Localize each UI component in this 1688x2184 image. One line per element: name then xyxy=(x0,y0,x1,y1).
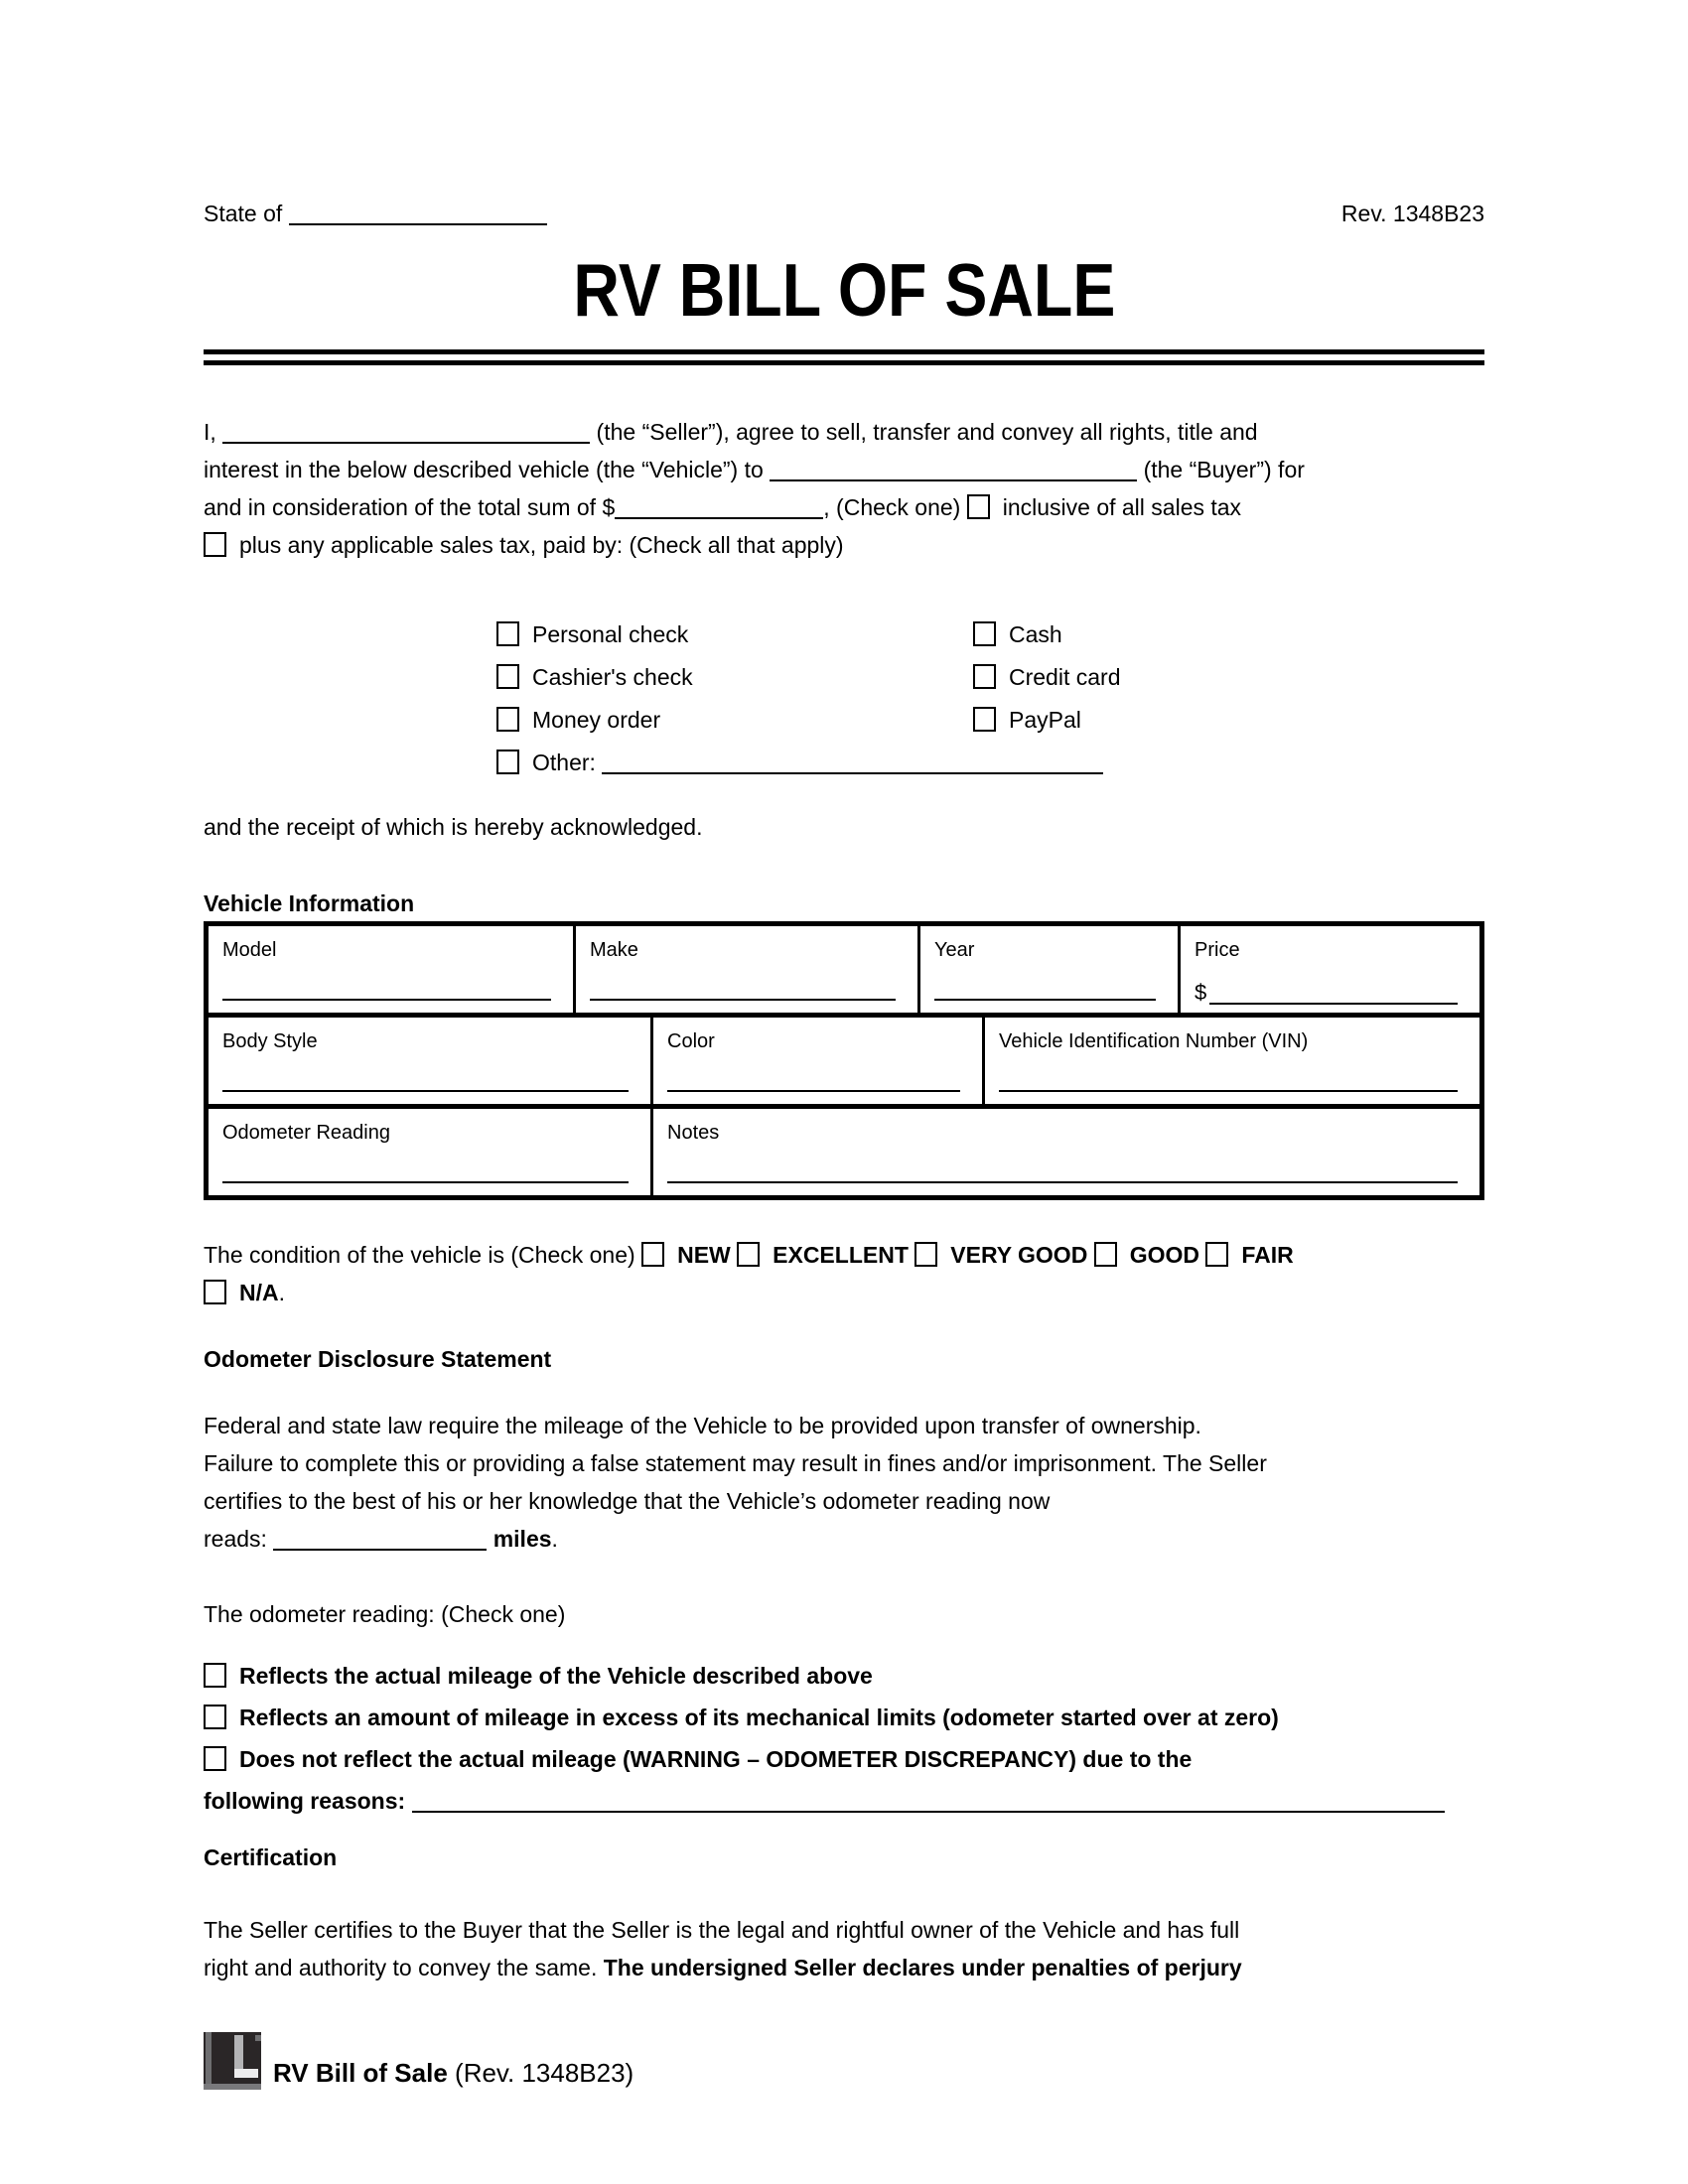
notes-cell xyxy=(653,1109,1479,1195)
certification-paragraph xyxy=(204,1911,1484,1986)
blank-field[interactable] xyxy=(412,1795,1445,1813)
bold-text: Reflects the actual mileage of the Vehicle described above xyxy=(239,1663,873,1689)
condition-line xyxy=(204,1274,1484,1311)
odometer-paragraph-line xyxy=(204,1482,1484,1520)
payment-option-cashiers-check xyxy=(496,656,973,699)
checkbox[interactable] xyxy=(496,621,519,646)
year-input-line[interactable] xyxy=(934,999,1156,1001)
odometer-disclosure-paragraph xyxy=(204,1407,1484,1558)
bold-text: Does not reflect the actual mileage (WARNING – ODOMETER DISCREPANCY) due to the xyxy=(239,1746,1193,1772)
text: . xyxy=(278,1280,286,1305)
text: Cash xyxy=(1009,621,1062,647)
color-input-line[interactable] xyxy=(667,1090,960,1092)
intro-line xyxy=(204,451,1484,488)
checkbox[interactable] xyxy=(973,621,996,646)
checkbox[interactable] xyxy=(914,1242,937,1267)
vin-label: Vehicle Identification Number (VIN) xyxy=(999,1030,1309,1052)
body-style-label: Body Style xyxy=(222,1030,318,1052)
blank-field[interactable] xyxy=(770,464,1137,481)
make-cell xyxy=(576,926,920,1013)
dollar-sign: $ xyxy=(1195,980,1207,1005)
odometer-reading-cell xyxy=(209,1109,653,1195)
receipt-acknowledgement: and the receipt of which is hereby acknowledged. xyxy=(204,814,703,840)
text: and in consideration of the total sum of $ xyxy=(204,494,616,520)
text: I, xyxy=(204,419,223,445)
document-header xyxy=(204,199,1484,228)
vin-cell xyxy=(985,1018,1479,1104)
notes-input-line[interactable] xyxy=(667,1181,1458,1183)
odometer-reading-label: Odometer Reading xyxy=(222,1122,390,1144)
color-cell xyxy=(653,1018,985,1104)
table-row xyxy=(209,926,1479,1018)
checkbox[interactable] xyxy=(204,1746,226,1771)
vin-input-line[interactable] xyxy=(999,1090,1458,1092)
text: Federal and state law require the mileage of the Vehicle to be provided upon transfer of ownership. xyxy=(204,1413,1201,1438)
bold-text: Reflects an amount of mileage in excess of its mechanical limits (odometer started over at zero) xyxy=(239,1705,1279,1730)
text: Other: xyxy=(532,750,603,775)
checkbox[interactable] xyxy=(204,532,226,557)
color-label: Color xyxy=(667,1030,715,1052)
payment-option-money-order xyxy=(496,699,973,742)
footer-doc-name: RV Bill of Sale xyxy=(273,2058,448,2088)
odometer-paragraph-line xyxy=(204,1407,1484,1444)
make-input-line[interactable] xyxy=(590,999,896,1001)
text: inclusive of all sales tax xyxy=(1002,494,1242,520)
payment-option-paypal xyxy=(973,699,1120,742)
text: (the “Seller”), agree to sell, transfer and convey all rights, title and xyxy=(590,419,1258,445)
title-row xyxy=(204,250,1484,330)
bold-text: miles xyxy=(492,1526,552,1552)
checkbox[interactable] xyxy=(204,1705,226,1729)
checkbox[interactable] xyxy=(973,707,996,732)
bold-text: GOOD xyxy=(1129,1242,1199,1268)
text: Credit card xyxy=(1009,664,1121,690)
body-style-input-line[interactable] xyxy=(222,1090,629,1092)
legaltemplates-logo-icon xyxy=(204,2032,261,2090)
blank-field[interactable] xyxy=(273,1533,487,1551)
bold-text: The undersigned Seller declares under penalties of perjury xyxy=(603,1955,1242,1980)
price-input-line[interactable] xyxy=(1209,987,1458,1005)
text: State of xyxy=(204,201,289,226)
intro-paragraph xyxy=(204,413,1484,564)
odometer-reading-input-line[interactable] xyxy=(222,1181,629,1183)
condition-statement xyxy=(204,1236,1484,1311)
state-of-field xyxy=(204,199,547,228)
year-label: Year xyxy=(934,939,975,961)
bold-text: EXCELLENT xyxy=(773,1242,909,1268)
checkbox[interactable] xyxy=(496,750,519,774)
title-divider xyxy=(204,349,1484,365)
notes-label: Notes xyxy=(667,1122,720,1144)
price-cell xyxy=(1181,926,1479,1013)
odometer-option-excess-mileage xyxy=(204,1697,1484,1738)
payment-option-other xyxy=(496,742,973,784)
revision-number: Rev. 1348B23 xyxy=(1340,201,1484,226)
checkbox[interactable] xyxy=(496,664,519,689)
text: The condition of the vehicle is (Check one) xyxy=(204,1242,642,1268)
odometer-check-instruction: The odometer reading: (Check one) xyxy=(204,1601,566,1627)
blank-field[interactable] xyxy=(615,501,823,519)
payment-column-left xyxy=(496,614,973,784)
checkbox[interactable] xyxy=(973,664,996,689)
odometer-option-actual-mileage xyxy=(204,1655,1484,1697)
text: (the “Buyer”) for xyxy=(1137,457,1305,482)
certification-line xyxy=(204,1911,1484,1949)
footer-text xyxy=(273,2058,633,2088)
checkbox[interactable] xyxy=(1094,1242,1117,1267)
page-title: RV BILL OF SALE xyxy=(573,248,1115,332)
payment-option-personal-check xyxy=(496,614,973,656)
payment-method-list xyxy=(496,614,1484,784)
price-label: Price xyxy=(1195,939,1240,961)
certification-heading: Certification xyxy=(204,1844,338,1870)
checkbox[interactable] xyxy=(1205,1242,1228,1267)
certification-line xyxy=(204,1949,1484,1986)
blank-field[interactable] xyxy=(289,207,547,225)
text: plus any applicable sales tax, paid by: (Check all that apply) xyxy=(239,532,844,558)
text: The Seller certifies to the Buyer that the Seller is the legal and rightful owner of the Vehicle and has full xyxy=(204,1917,1240,1943)
odometer-option-discrepancy xyxy=(204,1738,1484,1780)
model-label: Model xyxy=(222,939,277,961)
blank-field[interactable] xyxy=(222,426,590,444)
footer-revision: (Rev. 1348B23) xyxy=(455,2058,634,2088)
bold-text: following reasons: xyxy=(204,1788,412,1814)
odometer-paragraph-line xyxy=(204,1520,1484,1558)
checkbox[interactable] xyxy=(967,494,990,519)
bold-text: N/A xyxy=(239,1280,279,1305)
make-label: Make xyxy=(590,939,638,961)
intro-line xyxy=(204,413,1484,451)
text: interest in the below described vehicle (the “Vehicle”) to xyxy=(204,457,771,482)
odometer-disclosure-heading: Odometer Disclosure Statement xyxy=(204,1346,552,1372)
checkbox[interactable] xyxy=(641,1242,664,1267)
checkbox[interactable] xyxy=(737,1242,760,1267)
text: certifies to the best of his or her knowledge that the Vehicle’s odometer reading now xyxy=(204,1488,1051,1514)
intro-line xyxy=(204,526,1484,564)
intro-line xyxy=(204,488,1484,526)
table-row xyxy=(209,1018,1479,1109)
odometer-option-reasons-line xyxy=(204,1780,1484,1822)
text: , (Check one) xyxy=(823,494,967,520)
text: Failure to complete this or providing a false statement may result in fines and/or imprisonment. The Seller xyxy=(204,1450,1267,1476)
text: Personal check xyxy=(532,621,689,647)
text: right and authority to convey the same. xyxy=(204,1955,604,1980)
vehicle-information-heading: Vehicle Information xyxy=(204,890,415,916)
table-row xyxy=(209,1109,1479,1195)
payment-column-right xyxy=(973,614,1120,784)
text: Money order xyxy=(532,707,661,733)
body-style-cell xyxy=(209,1018,653,1104)
text: Cashier's check xyxy=(532,664,693,690)
bold-text: FAIR xyxy=(1241,1242,1294,1268)
checkbox[interactable] xyxy=(204,1280,226,1304)
text: PayPal xyxy=(1009,707,1081,733)
checkbox[interactable] xyxy=(204,1663,226,1688)
document-footer xyxy=(204,2032,1484,2090)
vehicle-information-table xyxy=(204,921,1484,1200)
price-input-row xyxy=(1195,981,1458,1005)
model-input-line[interactable] xyxy=(222,999,551,1001)
text: . xyxy=(551,1526,558,1552)
checkbox[interactable] xyxy=(496,707,519,732)
bold-text: VERY GOOD xyxy=(950,1242,1088,1268)
bold-text: NEW xyxy=(677,1242,731,1268)
model-cell xyxy=(209,926,576,1013)
payment-option-credit-card xyxy=(973,656,1120,699)
text: reads: xyxy=(204,1526,274,1552)
payment-option-cash xyxy=(973,614,1120,656)
condition-line xyxy=(204,1236,1484,1274)
odometer-paragraph-line xyxy=(204,1444,1484,1482)
odometer-options-list xyxy=(204,1655,1484,1822)
year-cell xyxy=(920,926,1181,1013)
